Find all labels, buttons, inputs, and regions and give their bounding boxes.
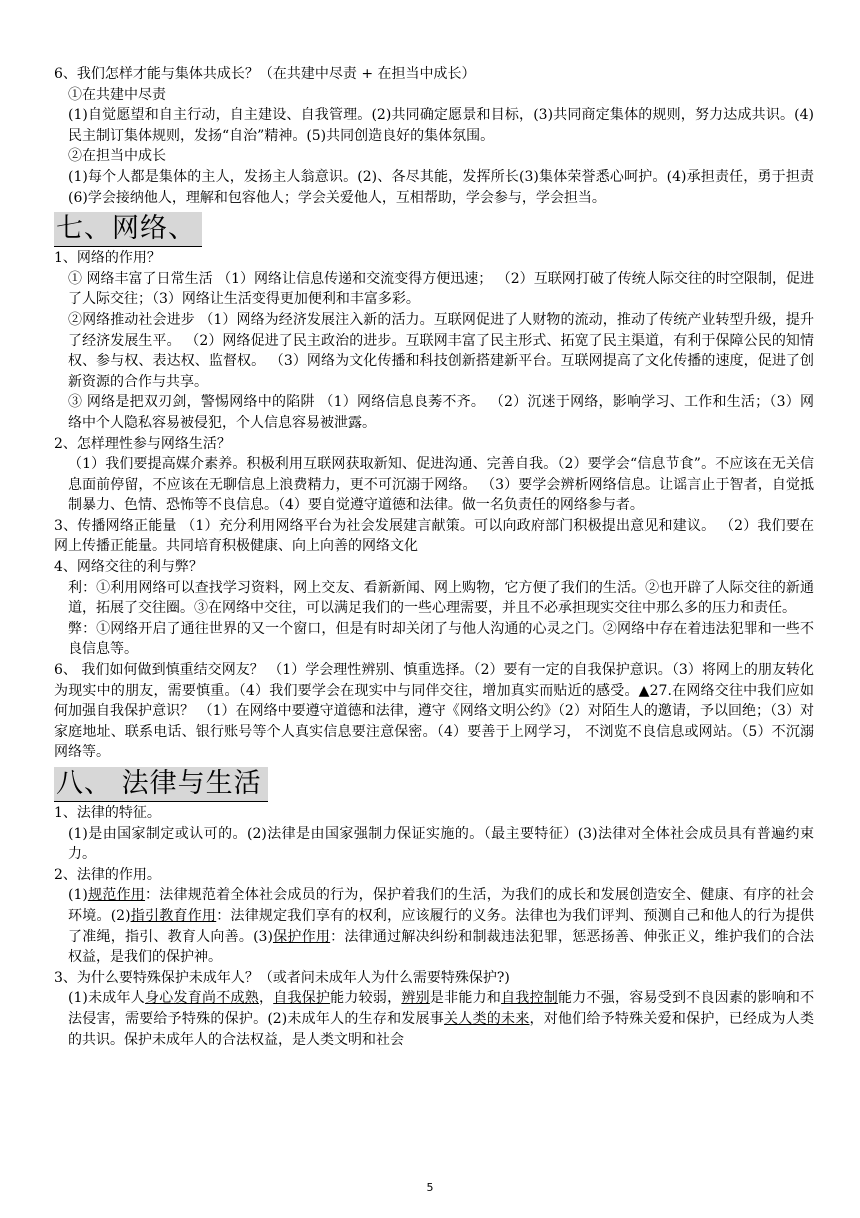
- s7-q1-p2: ②网络推动社会进步 （1）网络为经济发展注入新的活力。互联网促进了人财物的流动，推动了传统产业转型升级，提升了经济发展生平。 （2）网络促进了民主政治的进步。互联网丰富了民主形式、拓宽了民主渠道，有利于保障公民的知情权、参与权、表达权、监督权。 （3）网络为文化传播和科技创新搭建新平台。互联网提高了文化传播的速度，促进了创新资源的合作与共享。: [68, 311, 814, 390]
- s7-q4-title: 4、网络交往的利与弊？: [54, 559, 203, 576]
- s8-q1-text: (1)是由国家制定或认可的。(2)法律是由国家强制力保证实施的。（最主要特征）(3)法律对全体社会成员具有普遍约束力。: [68, 825, 814, 863]
- section7-heading-wrap: [54, 208, 814, 248]
- s8-q2-c-text: ：法律通过解决纠纷和制裁违法犯罪，惩恶扬善、伸张正义，维护我们的合法权益，是我们的保护神。: [68, 928, 815, 966]
- section8-heading: 八、 法律与生活: [54, 767, 268, 802]
- q6-sub1-heading: ①在共建中尽责: [68, 86, 166, 103]
- s8-q3-term5: 关人类的未来: [444, 1010, 530, 1027]
- section7-heading: 七、网络、: [54, 212, 202, 247]
- s8-q2-c-term: 保护作用: [272, 928, 331, 945]
- q6-sub1-text: (1)自觉愿望和自主行动，自主建设、自我管理。(2)共同确定愿景和目标，(3)共同商定集体的规则，努力达成共识。(4)民主制订集体规则，发扬“自治”精神。(5)共同创造良好的集体氛围。: [68, 107, 814, 144]
- s8-q3-text: [54, 988, 814, 1050]
- page-content: [54, 64, 814, 1050]
- q6-sub2-heading: ②在担当中成长: [68, 148, 166, 165]
- s7-q1-p3: ③ 网络是把双刃剑，警惕网络中的陷阱 （1）网络信息良莠不齐。 （2）沉迷于网络，影响学习、工作和生活；（3）网络中个人隐私容易被侵犯，个人信息容易被泄露。: [68, 394, 814, 431]
- s8-q3-text3: 是非能力和: [429, 990, 502, 1007]
- section8-heading-wrap: [54, 763, 814, 803]
- s7-q2-p1: （1）我们要提高媒介素养。积极利用互联网获取新知、促进沟通、完善自我。（2）要学会“信息节食”。不应该在无关信息面前停留，不应该在无聊信息上浪费精力，更不可沉溺于网络。 （3）要学会辨析网络信息。让谣言止于智者，自觉抵制暴力、色情、恐怖等不良信息。（4）要自觉遵守道德和法律。做一名负责任的网络参与者。: [68, 456, 814, 514]
- s8-q3-text5: ，对他们给予特殊关爱和保护，已经成为人类的共识。保护未成年人的合法权益，是人类文明和社会: [68, 1010, 814, 1048]
- s8-q2-a-term: 规范作用: [87, 887, 146, 904]
- s8-q3-term4: 自我控制: [501, 990, 559, 1007]
- s7-q4-disadvantages: 弊：①网络开启了通往世界的又一个窗口，但是有时却关闭了与他人沟通的心灵之门。②网络中存在着违法犯罪和一些不良信息等。: [68, 620, 814, 658]
- s8-q3-text1: ，: [258, 990, 274, 1007]
- s7-q6-text: 6、 我们如何做到慎重结交网友？ （1）学会理性辨别、慎重选择。（2）要有一定的自我保护意识。（3）将网上的朋友转化为现实中的朋友，需要慎重。（4）我们要学会在现实中与同伴交往，增加真实而贴近的感受。▲27.在网络交往中我们应如何加强自我保护意识？ （1）在网络中要遵守道德和法律，遵守《网络文明公约》（2）对陌生人的邀请，予以回绝；（3）对家庭地址、联系电话、银行账号等个人真实信息要注意保密。（4）要善于上网学习， 不浏览不良信息或网站。（5）不沉溺网络等。: [54, 662, 814, 761]
- s8-q3-term3: 辨别: [401, 990, 430, 1007]
- page-number: 5: [426, 1181, 434, 1194]
- s8-q2-text: [54, 885, 814, 967]
- s8-q2-a-text: ：法律规范着全体社会成员的行为，保护着我们的生活，为我们的成长和发展创造安全、健康、有序的社会环境。(2): [68, 887, 815, 924]
- q6-sub2-text: (1)每个人都是集体的主人，发扬主人翁意识。(2)、各尽其能，发挥所长(3)集体荣誉悉心呵护。(4)承担责任，勇于担责(6)学会接纳他人，理解和包容他人；学会关爱他人，互相帮助，学会参与，学会担当。: [68, 168, 814, 206]
- s8-q2-title: 2、法律的作用。: [54, 866, 161, 883]
- s8-q3-title: 3、为什么要特殊保护未成年人？（或者问未成年人为什么需要特殊保护?): [54, 969, 510, 986]
- s8-q3-prefix: (1)未成年人: [68, 990, 146, 1007]
- s7-q1-p1: ① 网络丰富了日常生活 （1）网络让信息传递和交流变得方便迅速； （2）互联网打破了传统人际交往的时空限制，促进了人际交往；（3）网络让生活变得更加便利和丰富多彩。: [68, 270, 814, 308]
- s8-q2-b-term: 指引教育作用: [130, 907, 217, 924]
- q6-group-title: 6、我们怎样才能与集体共成长？（在共建中尽责 + 在担当中成长）: [54, 66, 476, 82]
- s8-q1-title: 1、法律的特征。: [54, 805, 161, 821]
- s7-q4-advantages: 利：①利用网络可以查找学习资料，网上交友、看新新闻、网上购物，它方便了我们的生活。②也开辟了人际交往的新通道，拓展了交往圈。③在网络中交往，可以满足我们的一些心理需要，并且不必承担现实交往中那么多的压力和责任。: [68, 579, 814, 617]
- s8-q3-term1: 身心发育尚不成熟: [145, 990, 259, 1007]
- s8-q3-text4: 能力不强，容易受到不良因素的影响和不法侵害，需要给予特殊的保护。(2)未成年人的生存和发展事: [68, 990, 815, 1027]
- s8-q2-a-prefix: (1): [68, 887, 88, 904]
- s8-q3-text2: 能力较弱，: [330, 990, 402, 1007]
- s8-q2-b-text: ：法律规定我们享有的权利，应该履行的义务。法律也为我们评判、预测自己和他人的行为提供了准绳，指引、教育人向善。(3): [68, 907, 814, 945]
- s7-q2-title: 2、怎样理性参与网络生活？: [54, 435, 231, 452]
- s7-q1-title: 1、网络的作用？: [54, 250, 161, 267]
- s7-q3-text: 3、传播网络正能量 （1）充分利用网络平台为社会发展建言献策。可以向政府部门积极提出意见和建议。 （2）我们要在网上传播正能量。共同培育积极健康、向上向善的网络文化: [54, 517, 814, 555]
- s8-q3-term2: 自我保护: [273, 990, 331, 1007]
